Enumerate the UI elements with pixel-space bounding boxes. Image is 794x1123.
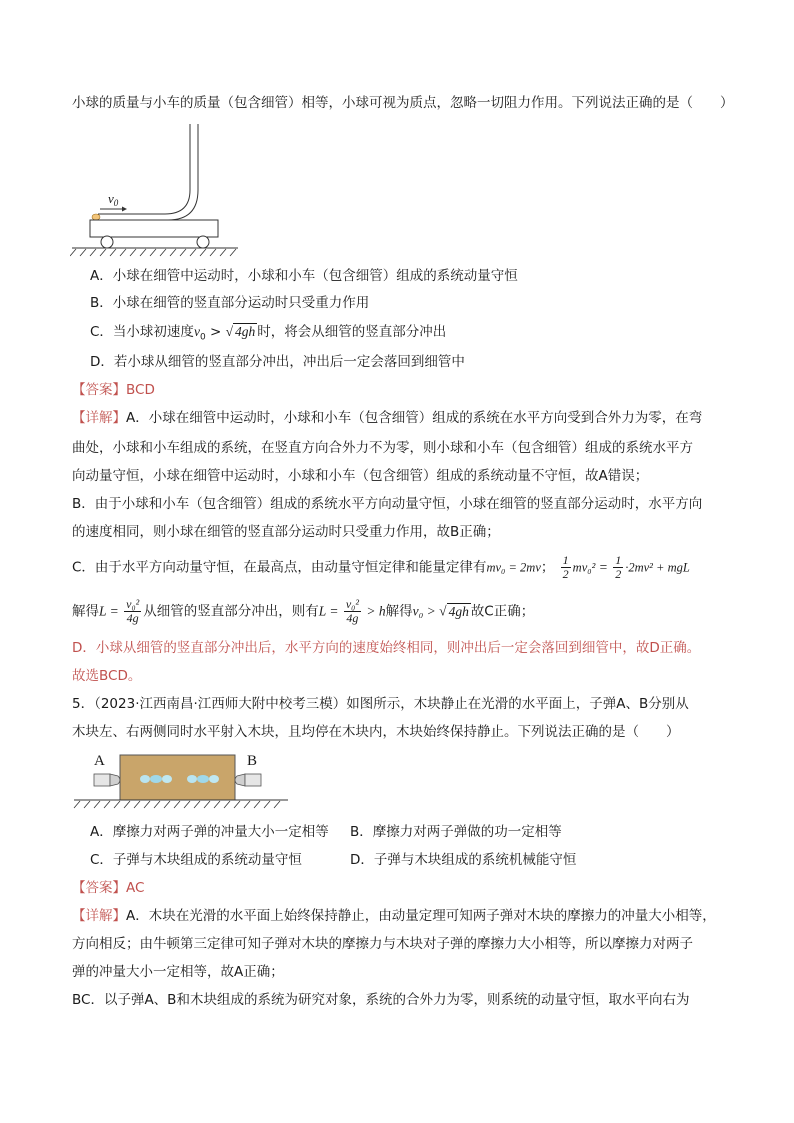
q5-explain-a1: 【详解】A．木块在光滑的水平面上始终保持静止，由动量定理可知两子弹对木块的摩擦力的冲量大小相等， bbox=[72, 908, 716, 924]
wheel-icon bbox=[101, 236, 113, 248]
cart-tube-figure bbox=[70, 120, 240, 260]
label-a: A bbox=[94, 753, 105, 769]
q5-answer: 【答案】AC bbox=[72, 880, 145, 896]
q5-option-c: C．子弹与木块组成的系统动量守恒 bbox=[90, 852, 302, 868]
q4-answer: 【答案】BCD bbox=[72, 382, 155, 398]
q4-explain-a3: 向动量守恒，小球在细管中运动时，小球和小车（包含细管）组成的系统动量不守恒，故A错误； bbox=[72, 468, 649, 484]
q4-option-c: C．当小球初速度$v_0$ > √ 4gh 时，将会从细管的竖直部分冲出 bbox=[90, 324, 447, 343]
q4-option-d: D．若小球从细管的竖直部分冲出，冲出后一定会落回到细管中 bbox=[90, 354, 465, 370]
q4-explain-b1: B．由于小球和小车（包含细管）组成的系统水平方向动量守恒，小球在细管的竖直部分运动时，水平方向 bbox=[72, 496, 703, 512]
bullet-b-icon bbox=[245, 774, 261, 786]
q5-option-a: A．摩擦力对两子弹的冲量大小一定相等 bbox=[90, 824, 329, 840]
q4-explain-b2: 的速度相同，则小球在细管的竖直部分运动时只受重力作用，故B正确； bbox=[72, 524, 500, 540]
q4-explain-d2: 故选BCD。 bbox=[72, 668, 142, 684]
label-b: B bbox=[247, 753, 258, 769]
bullet-a-icon bbox=[94, 774, 110, 786]
q5-option-b: B．摩擦力对两子弹做的功一定相等 bbox=[350, 824, 562, 840]
wheel-icon bbox=[197, 236, 209, 248]
q4-explain-a2: 曲处，小球和小车组成的系统，在竖直方向合外力不为零，则小球和小车（包含细管）组成的系统水平方 bbox=[72, 440, 693, 456]
q5-explain-bc1: BC．以子弹A、B和木块组成的系统为研究对象，系统的合外力为零，则系统的动量守恒，取水平向右为 bbox=[72, 992, 690, 1008]
q5-stem-1: 5．（2023·江西南昌·江西师大附中校考三模）如图所示，木块静止在光滑的水平面上，子弹A、B分别从 bbox=[72, 696, 689, 712]
q4-explain-a1: 【详解】A．小球在细管中运动时，小球和小车（包含细管）组成的系统在水平方向受到合外力为零，在弯 bbox=[72, 410, 703, 426]
q4-explain-c1: C．由于水平方向动量守恒，在最高点，由动量守恒定律和能量定律有mv₀ = 2mv； $\frac{1}{2}$ mv₀² = $\frac{1}{2}$ ·2mv² + mgL bbox=[72, 553, 690, 581]
q5-explain-a2: 方向相反；由牛顿第三定律可知子弹对木块的摩擦力与木块对子弹的摩擦力大小相等，所以摩擦力对两子 bbox=[72, 936, 693, 952]
v0-label: $v_0$ bbox=[108, 191, 119, 208]
ball-icon bbox=[92, 214, 100, 220]
q4-option-a: A．小球在细管中运动时，小球和小车（包含细管）组成的系统动量守恒 bbox=[90, 268, 518, 284]
q5-option-d: D．子弹与木块组成的系统机械能守恒 bbox=[350, 852, 577, 868]
block-bullets-figure bbox=[72, 748, 292, 818]
q4-stem: 小球的质量与小车的质量（包含细管）相等，小球可视为质点，忽略一切阻力作用。下列说法正确的是（ ） bbox=[72, 95, 734, 111]
q5-explain-a3: 弹的冲量大小一定相等，故A正确； bbox=[72, 964, 284, 980]
q4-explain-d1: D．小球从细管的竖直部分冲出后，水平方向的速度始终相同，则冲出后一定会落回到细管中，故D正确。 bbox=[72, 640, 701, 656]
q4-option-b: B．小球在细管的竖直部分运动时只受重力作用 bbox=[90, 295, 370, 311]
q5-stem-2: 木块左、右两侧同时水平射入木块，且均停在木块内，木块始终保持静止。下列说法正确的是（ ） bbox=[72, 724, 680, 740]
q4-explain-c2: 解得L = $\frac{\text{v₀²}}{4g}$ 从细管的竖直部分冲出，则有L = $\frac{\text{v₀²}}{4g}$ > h解得v₀ > √ 4gh 故C正确； bbox=[72, 597, 535, 625]
